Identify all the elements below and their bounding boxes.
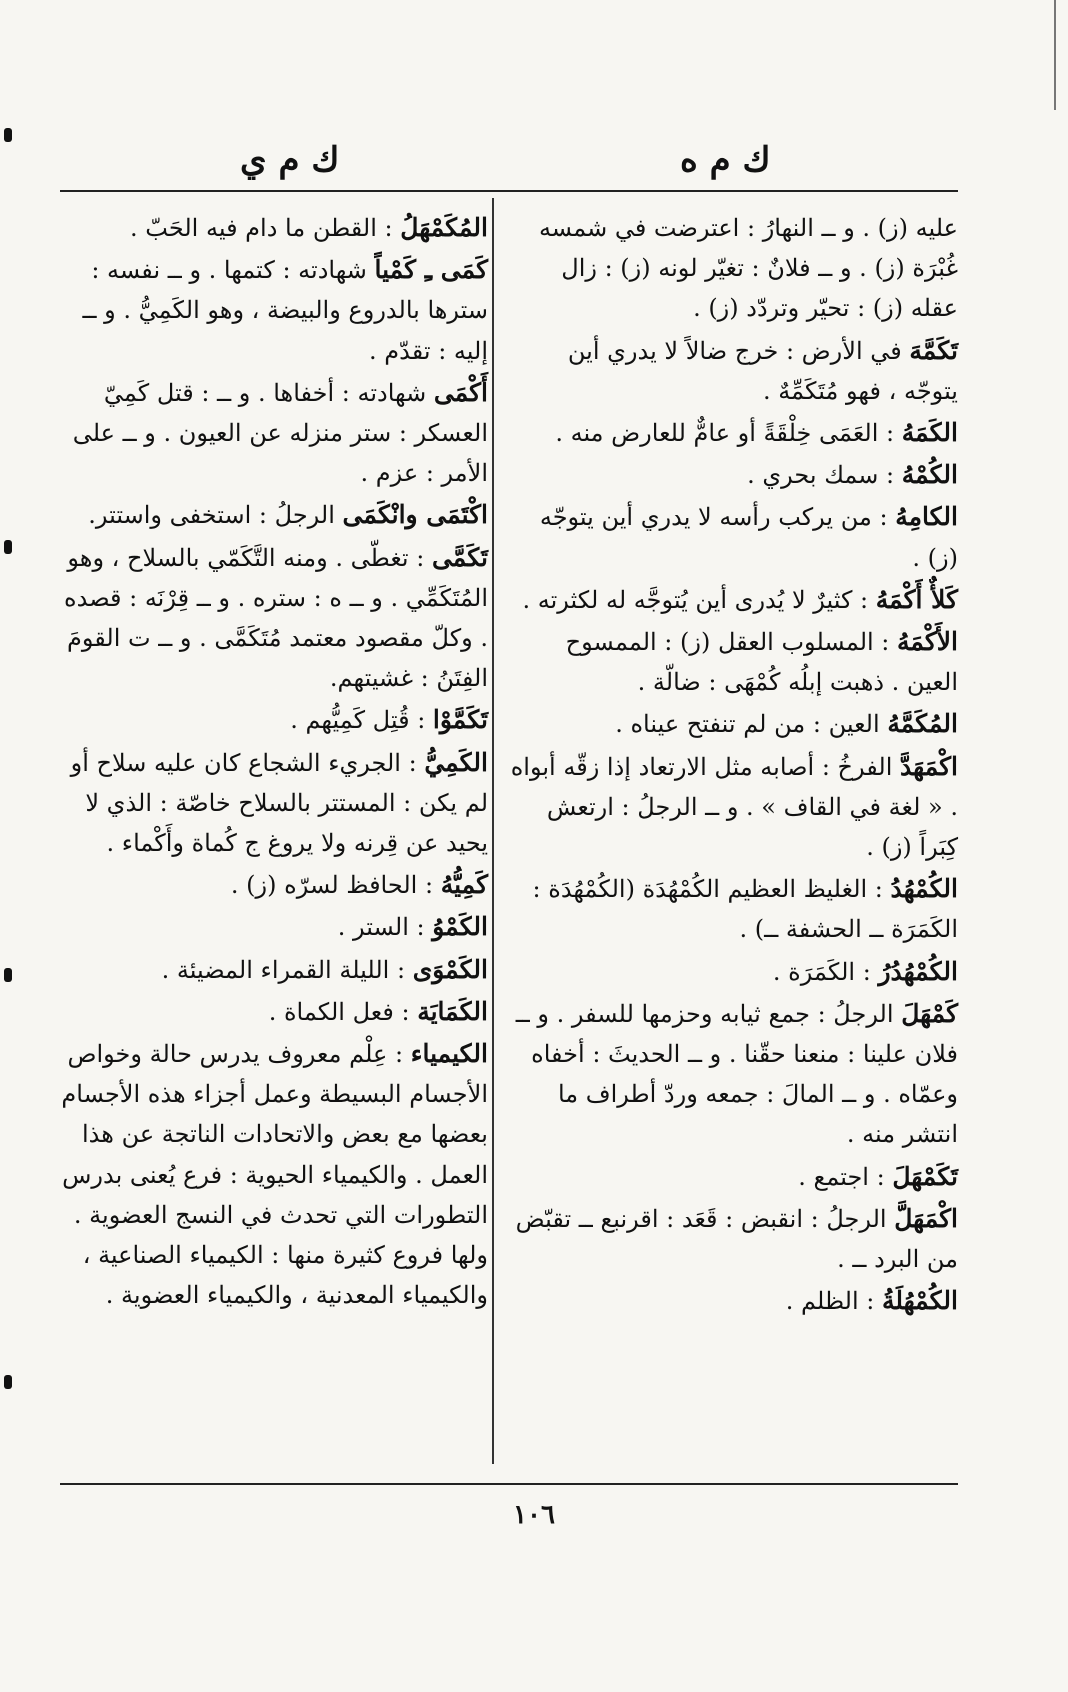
entry-headword: اكْمَهَدَّ <box>900 751 958 781</box>
dictionary-entry <box>60 865 488 905</box>
entry-definition: : سمك بحري . <box>747 461 895 490</box>
dictionary-entry <box>60 250 488 371</box>
entry-definition: : الليلة القمراء المضيئة . <box>161 955 406 984</box>
entry-definition: في الأرض : خرج ضالاً لا يدري أين يتوجّه ، فهو مُتَكَمِّهٌ . <box>567 336 958 405</box>
entry-headword: كَمْهَلَ <box>901 998 958 1028</box>
dictionary-entry <box>510 1157 958 1197</box>
entry-definition: الرجلُ : انقبض : قَعَد : اقرنبع ــ تقبّض من البرد ــ . <box>515 1204 958 1274</box>
entry-definition: : تغطّى . ومنه التَّكَمّي بالسلاح ، وهو المُتَكَمِّي . و ــ ه : ستره . و ــ قِرْنَه : قصده . وكلّ مقصود معتمد مُتَكَمَّى . و ــ ت القومَ الفِتَنُ : غشيتهم. <box>64 543 488 693</box>
dictionary-entry <box>510 208 958 329</box>
entry-definition: شهادته : أخفاها . و ــ : قتل كَمِيّ العسكر : ستر منزله عن العيون . و ــ على الأمر : عزم . <box>72 378 488 488</box>
dictionary-entry <box>510 994 958 1155</box>
entry-definition: الفرخُ : أصابه مثل الارتعاد إذا زقّه أبواه . « لغة في القاف » . و ــ الرجلُ : ارتعش كِبَراً (ز) . <box>510 752 958 862</box>
entry-headword: الكَمْوُ <box>432 912 488 942</box>
dictionary-entry <box>510 1199 958 1279</box>
page-number: ١٠٦ <box>513 1500 555 1530</box>
entry-definition: الرجلُ : جمع ثيابه وحزمها للسفر . و ــ فلان علينا : منعنا حقّنا . و ــ الحديثَ : أخفاه وعمّاه . و ــ المالَ : جمعه وردّ أطراف ما انتشر منه . <box>515 999 958 1149</box>
entry-headword: تَكَمَّهَ <box>909 335 958 365</box>
entry-headword: الكُمْهُ <box>901 460 958 490</box>
dictionary-entry <box>510 1281 958 1321</box>
entry-headword: كَمَى ـِ كَمْياً <box>374 255 488 285</box>
dictionary-entry <box>510 622 958 702</box>
entry-definition: : الستر . <box>337 913 425 942</box>
entry-definition: : اجتمع . <box>798 1162 885 1191</box>
entry-headword: الكامِهُ <box>895 502 958 532</box>
dictionary-entry <box>60 700 488 740</box>
dictionary-entry <box>60 373 488 494</box>
dictionary-entry <box>60 1034 488 1315</box>
entry-definition: العين : من لم تنفتح عيناه . <box>615 710 880 739</box>
entry-headword: الكيمياء <box>410 1039 488 1069</box>
entry-definition: الرجلُ : استخفى واستتر. <box>88 501 335 530</box>
dictionary-entry <box>510 331 958 411</box>
entry-definition: : الحافظ لسرّه (ز) . <box>230 871 434 900</box>
entry-headword: الكُمْهُدُ <box>890 874 958 904</box>
entry-definition: : القطن ما دام فيه الحَبّ . <box>130 214 393 242</box>
scan-mark <box>4 1375 12 1389</box>
dictionary-entry <box>510 455 958 495</box>
entry-headword: أَكْمَى <box>433 377 488 407</box>
entry-definition: : المسلوب العقل (ز) : الممسوح العين . ذهبت إبلُه كُمْهَى : ضالّة . <box>565 628 958 697</box>
dictionary-entry <box>60 208 488 248</box>
header-root-right: ك م ه <box>680 140 771 180</box>
entry-headword: تَكَمَّوْا <box>432 705 488 735</box>
entry-headword: الكَمَهُ <box>901 418 958 448</box>
dictionary-entry <box>510 497 958 577</box>
entry-definition: : كثيرٌ لا يُدرى أين يُتوجَّه له لكثرته . <box>522 585 869 614</box>
entry-headword: الكَمِيُّ <box>424 747 488 777</box>
entry-definition: : عِلْم معروف يدرس حالة وخواص الأجسام البسيطة وعمل أجزاء هذه الأجسام بعضها مع بعض والاتحادات الناتجة عن هذا العمل . والكيمياء الحيوية : فرع يُعنى بدرس التطورات التي تحدث في النسج العضوية . ولها فروع كثيرة منها : الكيمياء الصناعية ، والكيمياء المعدنية ، والكيمياء العضوية . <box>61 1040 488 1310</box>
footer-rule <box>60 1483 958 1485</box>
dictionary-entry <box>510 952 958 992</box>
entry-headword: المُكَمَّهُ <box>887 709 958 739</box>
entry-definition: : فعل الكماة . <box>268 997 410 1026</box>
dictionary-entry <box>510 413 958 453</box>
dictionary-entry <box>60 950 488 990</box>
entry-headword: الكُمْهُدُرُ <box>878 956 958 986</box>
column-divider <box>492 198 494 1464</box>
dictionary-entry <box>60 743 488 864</box>
left-column <box>60 208 488 1317</box>
entry-headword: الكَمْوَى <box>412 954 488 984</box>
entry-headword: الأَكْمَهُ <box>897 627 958 657</box>
entry-definition: عليه (ز) . و ــ النهارُ : اعترضت في شمسه غُبْرَة (ز) . و ــ فلانٌ : تغيّر لونه (ز) : زال عقله (ز) : تحيّر وتردّد (ز) . <box>538 214 958 323</box>
entry-headword: اكْمَهَلَّ <box>894 1203 958 1233</box>
entry-definition: : الغليظ العظيم الكُمْهُدَة (الكُمْهُدَة : الكَمَرَة ــ الحشفة ــ) . <box>532 875 958 944</box>
scan-edge-line <box>1054 0 1056 110</box>
entry-headword: الكُمْهُلَةُ <box>881 1286 958 1316</box>
entry-headword: اكْتَمَى وانْكَمَى <box>342 500 488 530</box>
right-column <box>510 208 958 1323</box>
scan-mark <box>4 540 12 554</box>
dictionary-entry <box>510 869 958 949</box>
header-root-left: ك م ي <box>240 140 340 180</box>
dictionary-entry <box>60 992 488 1032</box>
scan-mark <box>4 128 12 142</box>
header-rule <box>60 190 958 192</box>
entry-definition: : من يركب رأسه لا يدري أين يتوجّه (ز) . <box>539 503 958 572</box>
dictionary-entry <box>510 747 958 868</box>
entry-headword: تَكَمَّى <box>431 542 488 572</box>
entry-headword: كَلأٌ أَكْمَهُ <box>875 584 958 614</box>
dictionary-entry <box>510 704 958 744</box>
entry-definition: : الجريء الشجاع كان عليه سلاح أو لم يكن : المستتر بالسلاح خاصّة : الذي لا يحيد عن قِرنه ولا يروغ ج كُماة وأَكْماء . <box>70 748 488 858</box>
entry-definition: شهادته : كتمها . و ــ نفسه : سترها بالدروع والبيضة ، وهو الكَمِيُّ . و ــ إليه : تقدّم . <box>82 256 488 365</box>
entry-definition: : قُتِل كَمِيُّهم . <box>290 706 426 735</box>
entry-definition: : الكَمَرَة . <box>772 957 871 986</box>
entry-definition: : الظلم . <box>785 1287 875 1316</box>
entry-definition: : العَمَى خِلْقَةً أو عامٌّ للعارض منه . <box>555 419 895 448</box>
dictionary-entry <box>60 907 488 947</box>
dictionary-entry <box>60 538 488 699</box>
entry-headword: كَمِيُّهُ <box>440 870 488 900</box>
dictionary-entry <box>510 580 958 620</box>
dictionary-entry <box>60 495 488 535</box>
entry-headword: المُكَمْهَلُ <box>400 213 488 242</box>
entry-headword: الكَمَايَة <box>417 996 488 1026</box>
scan-mark <box>4 968 12 982</box>
entry-headword: تَكَمْهَلَ <box>892 1161 958 1191</box>
